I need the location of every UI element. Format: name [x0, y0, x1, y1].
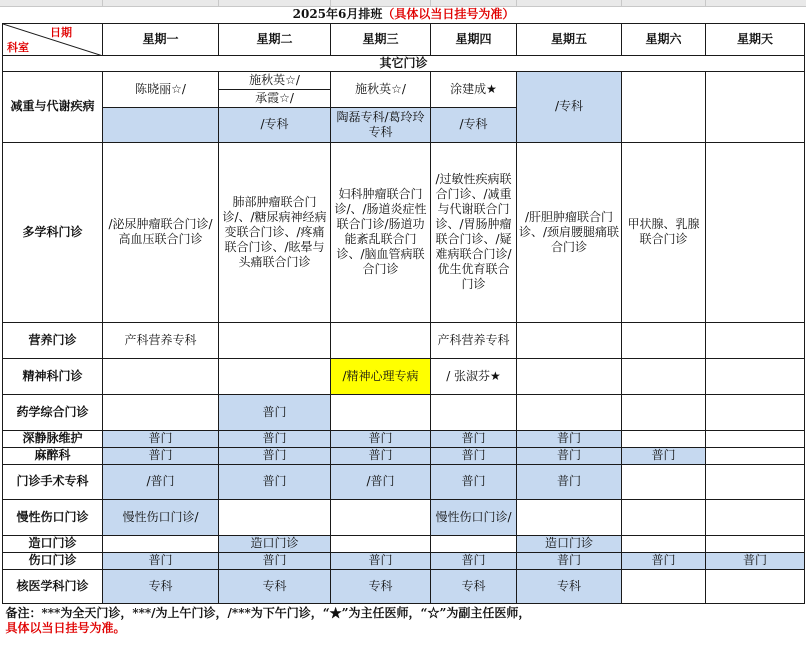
cell-nutrition-thu: 产科营养专科 [431, 322, 517, 358]
day-wed-header: 星期三 [331, 23, 431, 55]
cell-nutrition-sun [706, 322, 805, 358]
schedule-title [3, 6, 805, 23]
cell-multi-wed: 妇科肿瘤联合门诊/、/肠道炎症性联合门诊/肠道功能紊乱联合门诊、/脑血管病联合门诊 [331, 142, 431, 322]
dept-wound: 伤口门诊 [3, 552, 103, 569]
cell-anes-sun [706, 447, 805, 464]
corner-header-cell [3, 23, 103, 55]
cell-weight-mon-bottom [103, 107, 219, 142]
cell-weight-thu: 涂建成★ [431, 71, 517, 107]
cell-nutrition-tue [219, 322, 331, 358]
cell-stoma-tue: 造口门诊 [219, 535, 331, 552]
cell-nutrition-mon: 产科营养专科 [103, 322, 219, 358]
cell-stoma-sun [706, 535, 805, 552]
cell-vein-mon: 普门 [103, 430, 219, 447]
cell-anes-thu: 普门 [431, 447, 517, 464]
cell-wound-thu: 普门 [431, 552, 517, 569]
cell-vein-tue: 普门 [219, 430, 331, 447]
cell-multi-mon: /泌尿肿瘤联合门诊/高血压联合门诊 [103, 142, 219, 322]
cell-psych-wed: /精神心理专病 [331, 358, 431, 394]
day-thu-header: 星期四 [431, 23, 517, 55]
cell-stoma-sat [622, 535, 706, 552]
cell-wound-wed: 普门 [331, 552, 431, 569]
cell-nutrition-wed [331, 322, 431, 358]
cell-nuclear-wed: 专科 [331, 569, 431, 603]
cell-surg-thu: 普门 [431, 464, 517, 499]
cell-chronic-sat [622, 499, 706, 535]
dept-pharmacy: 药学综合门诊 [3, 394, 103, 430]
cell-anes-sat: 普门 [622, 447, 706, 464]
schedule-table [2, 6, 805, 639]
cell-multi-fri: /肝胆肿瘤联合门诊、/颈肩腰腿痛联合门诊 [517, 142, 622, 322]
day-sun-header: 星期天 [706, 23, 805, 55]
cell-weight-mon: 陈晓丽☆/ [103, 71, 219, 107]
dept-weight-loss: 减重与代谢疾病 [3, 71, 103, 142]
notes-footer [3, 603, 805, 639]
cell-nuclear-tue: 专科 [219, 569, 331, 603]
dept-nuclear-medicine: 核医学科门诊 [3, 569, 103, 603]
cell-wound-mon: 普门 [103, 552, 219, 569]
dept-anesthesia: 麻醉科 [3, 447, 103, 464]
day-mon-header: 星期一 [103, 23, 219, 55]
cell-chronic-fri [517, 499, 622, 535]
cell-multi-sat: 甲状腺、乳腺联合门诊 [622, 142, 706, 322]
cell-nuclear-mon: 专科 [103, 569, 219, 603]
cell-nuclear-fri: 专科 [517, 569, 622, 603]
cell-weight-wed: 施秋英☆/ [331, 71, 431, 107]
cell-weight-sun [706, 71, 805, 142]
cell-wound-sun: 普门 [706, 552, 805, 569]
cell-stoma-thu [431, 535, 517, 552]
cell-weight-sat [622, 71, 706, 142]
cell-nutrition-sat [622, 322, 706, 358]
cell-pharm-sat [622, 394, 706, 430]
cell-weight-thu-bottom: /专科 [431, 107, 517, 142]
cell-weight-tue-top: 施秋英☆/ [219, 71, 331, 89]
dept-deep-vein: 深静脉维护 [3, 430, 103, 447]
cell-pharm-wed [331, 394, 431, 430]
dept-nutrition: 营养门诊 [3, 322, 103, 358]
cell-nuclear-sun [706, 569, 805, 603]
day-sat-header: 星期六 [622, 23, 706, 55]
cell-wound-sat: 普门 [622, 552, 706, 569]
cell-chronic-wed [331, 499, 431, 535]
cell-weight-wed-bottom: 陶磊专科/葛玲玲专科 [331, 107, 431, 142]
cell-chronic-sun [706, 499, 805, 535]
cell-anes-wed: 普门 [331, 447, 431, 464]
cell-anes-fri: 普门 [517, 447, 622, 464]
cell-vein-wed: 普门 [331, 430, 431, 447]
cell-weight-tue-mid: 承霞☆/ [219, 89, 331, 107]
cell-surg-fri: 普门 [517, 464, 622, 499]
cell-psych-tue [219, 358, 331, 394]
corner-dept-label: 科室 [7, 40, 29, 54]
cell-wound-fri: 普门 [517, 552, 622, 569]
cell-surg-wed: /普门 [331, 464, 431, 499]
cell-psych-mon [103, 358, 219, 394]
cell-surg-mon: /普门 [103, 464, 219, 499]
cell-chronic-tue [219, 499, 331, 535]
cell-weight-fri: /专科 [517, 71, 622, 142]
cell-multi-sun [706, 142, 805, 322]
cell-stoma-fri: 造口门诊 [517, 535, 622, 552]
cell-pharm-fri [517, 394, 622, 430]
day-tue-header: 星期二 [219, 23, 331, 55]
cell-vein-fri: 普门 [517, 430, 622, 447]
cell-stoma-wed [331, 535, 431, 552]
cell-wound-tue: 普门 [219, 552, 331, 569]
cell-vein-sun [706, 430, 805, 447]
cell-vein-sat [622, 430, 706, 447]
cell-vein-thu: 普门 [431, 430, 517, 447]
cell-chronic-mon: 慢性伤口门诊/ [103, 499, 219, 535]
dept-chronic-wound: 慢性伤口门诊 [3, 499, 103, 535]
cell-chronic-thu: 慢性伤口门诊/ [431, 499, 517, 535]
cell-surg-sat [622, 464, 706, 499]
cell-pharm-thu [431, 394, 517, 430]
cell-stoma-mon [103, 535, 219, 552]
cell-surg-tue: 普门 [219, 464, 331, 499]
cell-nuclear-thu: 专科 [431, 569, 517, 603]
notes-line-2: 具体以当日挂号为准。 [5, 621, 126, 636]
title-note: （具体以当日挂号为准） [382, 6, 515, 21]
section-header: 其它门诊 [3, 55, 805, 71]
cell-surg-sun [706, 464, 805, 499]
cell-pharm-sun [706, 394, 805, 430]
cell-psych-sat [622, 358, 706, 394]
cell-pharm-tue: 普门 [219, 394, 331, 430]
corner-date-label: 日期 [50, 25, 72, 39]
dept-psychiatry: 精神科门诊 [3, 358, 103, 394]
dept-stoma: 造口门诊 [3, 535, 103, 552]
cell-psych-fri [517, 358, 622, 394]
cell-nutrition-fri [517, 322, 622, 358]
cell-anes-mon: 普门 [103, 447, 219, 464]
day-fri-header: 星期五 [517, 23, 622, 55]
cell-weight-tue-bottom: /专科 [219, 107, 331, 142]
cell-psych-sun [706, 358, 805, 394]
cell-nuclear-sat [622, 569, 706, 603]
cell-anes-tue: 普门 [219, 447, 331, 464]
cell-multi-thu: /过敏性疾病联合门诊、/减重与代谢联合门诊、/胃肠肿瘤联合门诊、/疑难病联合门诊/优生优育联合门诊 [431, 142, 517, 322]
notes-line-1: 备注：***为全天门诊，***/为上午门诊，/***为下午门诊，“★”为主任医师，“☆”为副主任医师， [5, 606, 531, 621]
cell-multi-tue: 肺部肿瘤联合门诊/、/糖尿病神经病变联合门诊、/疼痛联合门诊、/眩晕与头痛联合门诊 [219, 142, 331, 322]
title-main: 2025年6月排班 [292, 6, 383, 21]
dept-multidisciplinary: 多学科门诊 [3, 142, 103, 322]
dept-outpatient-surgery: 门诊手术专科 [3, 464, 103, 499]
cell-psych-thu: / 张淑芬★ [431, 358, 517, 394]
cell-pharm-mon [103, 394, 219, 430]
